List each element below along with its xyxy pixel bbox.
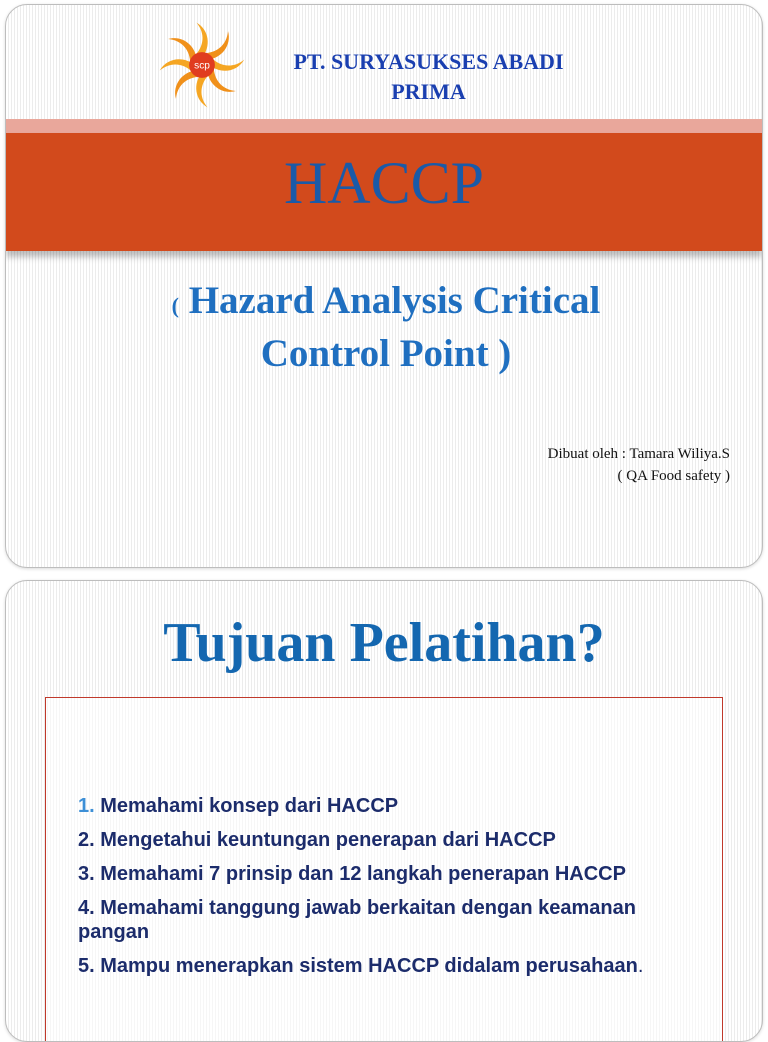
list-item-text: Memahami konsep dari HACCP [94,795,399,817]
list-item-number: 3. [78,863,95,885]
sun-swirl-logo-icon [156,19,248,111]
slide-title: HACCP [283,150,485,216]
title-slide [5,4,763,568]
list-item [78,862,708,886]
objectives-title: Tujuan Pelatihan? [163,612,605,674]
list-item-number: 5. [78,955,95,977]
list-item-text: Memahami tanggung jawab berkaitan dengan keamanan pangan [78,897,636,943]
list-item [78,896,708,944]
list-item [78,828,708,852]
list-item-end: . [637,955,644,977]
slide-subtitle [66,277,706,378]
author-role: ( QA Food safety ) [617,468,730,484]
list-item-number: 2. [78,829,95,851]
list-item [78,954,708,978]
author-name: Dibuat oleh : Tamara Wiliya.S [547,446,730,462]
objectives-list [78,794,708,988]
objectives-box [45,697,723,1042]
title-band-accent [6,119,762,133]
company-name [256,47,601,107]
list-item-text: Mengetahui keuntungan penerapan dari HACCP [94,829,556,851]
subtitle-line2: Control Point ) [260,332,512,375]
author-block [548,443,730,487]
list-item-number: 1. [78,795,95,817]
objectives-slide [5,580,763,1042]
subtitle-open-paren: ( [171,293,179,318]
company-name-line1: PT. SURYASUKSES ABADI [293,49,564,74]
subtitle-line1: Hazard Analysis Critical [178,279,601,322]
logo-text: scp [194,60,210,72]
list-item-number: 4. [78,897,95,919]
title-band [6,133,762,251]
list-item-text: Mampu menerapkan sistem HACCP didalam perusahaan [94,955,638,977]
list-item [78,794,708,818]
company-name-line2: PRIMA [391,79,466,104]
list-item-text: Memahami 7 prinsip dan 12 langkah penerapan HACCP [94,863,626,885]
